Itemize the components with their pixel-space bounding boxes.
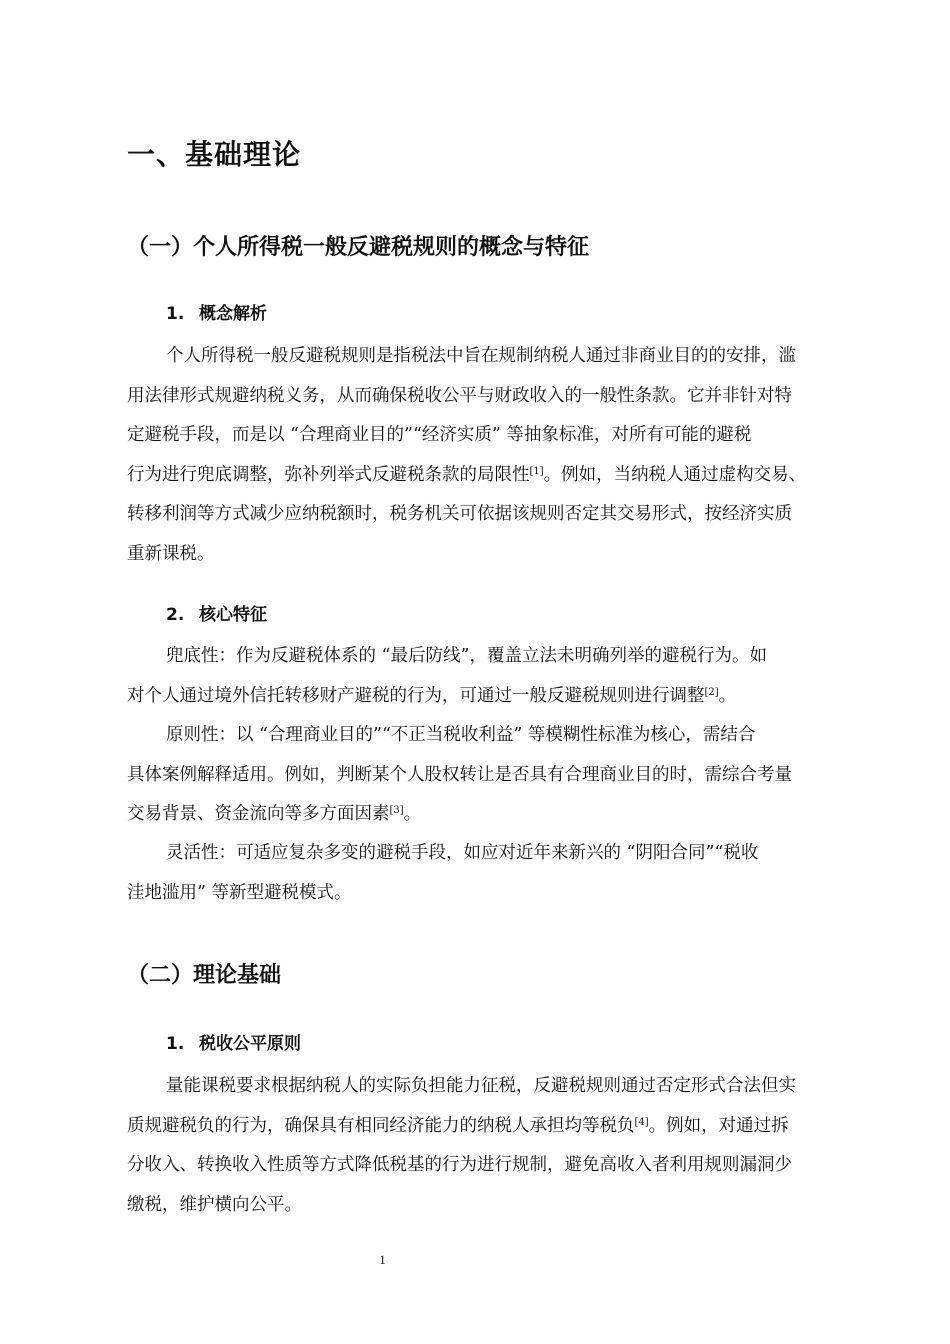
flexibility-paragraph [127,834,867,913]
citation-ref[interactable]: [2] [704,686,719,698]
text-line: 重新课税。 [127,543,215,564]
text-line [127,795,867,835]
text-line: 兜底性：作为反避税体系的 “最后防线”，覆盖立法未明确列举的避税行为。如 [166,646,767,666]
text-segment: 交易背景、资金流向等多方面因素 [127,804,390,825]
text-segment: 。 [718,685,737,706]
fairness-heading-number: 1. [166,1034,185,1054]
text-line: 用法律形式规避纳税义务，从而确保税收公平与财政收入的一般性条款。它并非针对特 [127,385,792,406]
features-heading [166,600,267,625]
text-line: 灵活性：可适应复杂多变的避税手段，如应对近年来新兴的 “阴阳合同”“税收 [166,843,759,863]
text-line: 缴税，维护横向公平。 [127,1194,302,1215]
features-heading-text: 核心特征 [199,605,267,625]
fallback-paragraph [127,637,867,716]
text-line: 转移利润等方式减少应纳税额时，税务机关可依据该规则否定其交易形式，按经济实质 [127,504,792,525]
text-line: 洼地滥用” 等新型避税模式。 [127,882,352,903]
concept-heading [166,299,267,324]
text-segment: 行为进行兜底调整，弥补列举式反避税条款的局限性 [127,464,530,485]
text-segment: 质规避税负的行为，确保具有相同经济能力的纳税人承担均等税负 [127,1115,635,1136]
section-heading: 一、基础理论 [127,138,302,171]
concept-heading-number: 1. [166,304,185,324]
citation-ref[interactable]: [1] [529,465,544,477]
text-line [127,677,867,717]
concept-paragraph [127,337,867,575]
citation-ref[interactable]: [4] [634,1116,649,1128]
fairness-heading-text: 税收公平原则 [199,1034,301,1054]
text-line: 量能课税要求根据纳税人的实际负担能力征税，反避税规则通过否定形式合法但实 [166,1076,796,1096]
text-line: 分收入、转换收入性质等方式降低税基的行为进行规制，避免高收入者利用规则漏洞少 [127,1155,792,1176]
text-segment: 。 [403,804,422,825]
concept-heading-text: 概念解析 [199,304,267,324]
citation-ref[interactable]: [3] [389,805,404,817]
text-line: 定避税手段，而是以 “合理商业目的”“经济实质” 等抽象标准，对所有可能的避税 [127,425,752,446]
text-line: 个人所得税一般反避税规则是指税法中旨在规制纳税人通过非商业目的的安排，滥 [166,346,796,366]
text-line: 原则性：以 “合理商业目的”“不正当税收利益” 等模糊性标准为核心，需结合 [166,725,756,745]
text-segment: 。例如，对通过拆 [648,1115,789,1136]
fairness-heading [166,1029,301,1054]
fairness-paragraph [127,1067,867,1225]
text-line [127,456,867,496]
text-line [127,1107,867,1147]
subsection-heading-2: （二）理论基础 [127,963,282,988]
text-segment: 。例如，当纳税人通过虚构交易、 [543,464,807,485]
text-line: 具体案例解释适用。例如，判断某个人股权转让是否具有合理商业目的时，需综合考量 [127,764,792,785]
features-heading-number: 2. [166,605,185,625]
principle-paragraph [127,716,867,835]
subsection-heading-1: （一）个人所得税一般反避税规则的概念与特征 [127,235,590,260]
text-segment: 对个人通过境外信托转移财产避税的行为，可通过一般反避税规则进行调整 [127,685,705,706]
page-number: 1 [379,1252,386,1267]
